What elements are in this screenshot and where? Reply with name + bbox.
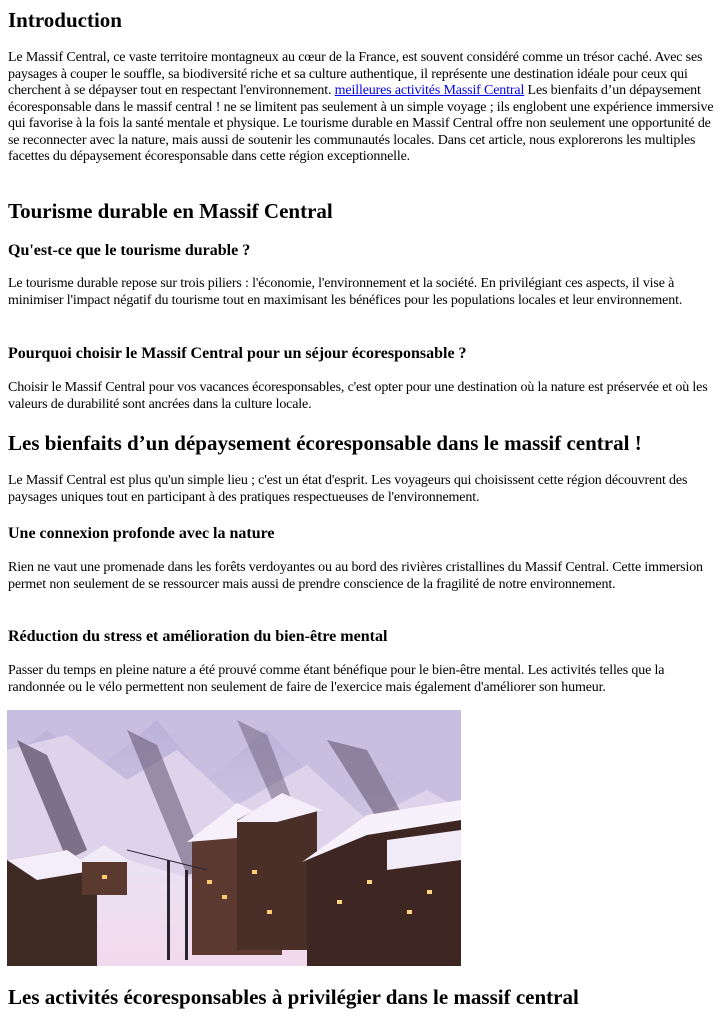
tourisme-heading: Tourisme durable en Massif Central — [8, 199, 333, 223]
intro-heading: Introduction — [8, 8, 122, 32]
connexion-heading: Une connexion profonde avec la nature — [8, 525, 275, 542]
stress-heading: Réduction du stress et amélioration du bien-être mental — [8, 628, 388, 645]
ski-resort-illustration — [7, 710, 461, 966]
intro-text-after: Les bienfaits d’un dépaysement écoresponsable dans le massif central ! ne se limitent pas seulement à un simple voyage ; ils englobent une expérience immersive qui favorise à la fois la santé mentale et physique. Le tourisme durable en Massif Central offre non seulement une opportunité de se reconnecter avec la nature, mais aussi de soutenir les communautés locales. Dans cet article, nous explorerons les multiples facettes du dépaysement écoresponsable dans cette région exceptionnelle. — [8, 83, 714, 164]
bienfaits-paragraph: Le Massif Central est plus qu'un simple lieu ; c'est un état d'esprit. Les voyageurs qui choisissent cette région découvrent des paysages uniques tout en participant à des pratiques respectueuses de l'environnement. — [8, 473, 688, 505]
bienfaits-heading: Les bienfaits d’un dépaysement écoresponsable dans le massif central ! — [8, 431, 642, 455]
connexion-paragraph: Rien ne vaut une promenade dans les forêts verdoyantes ou au bord des rivières cristallines du Massif Central. Cette immersion permet non seulement de se ressourcer mais aussi de prendre conscience de la fragilité de notre environnement. — [8, 560, 703, 592]
activites-link[interactable]: meilleures activités Massif Central — [334, 83, 525, 98]
q2-paragraph: Choisir le Massif Central pour vos vacances écoresponsables, c'est opter pour une destination où la nature est préservée et où les valeurs de durabilité sont ancrées dans la culture locale. — [8, 380, 708, 412]
q1-paragraph: Le tourisme durable repose sur trois piliers : l'économie, l'environnement et la société. En privilégiant ces aspects, il vise à minimiser l'impact négatif du tourisme tout en maximisant les bénéfices pour les populations locales et leur environnement. — [8, 276, 683, 308]
intro-paragraph — [8, 50, 714, 166]
activites-heading: Les activités écoresponsables à privilégier dans le massif central — [8, 985, 579, 1009]
ski-resort-photo — [7, 710, 461, 966]
q1-heading: Qu'est-ce que le tourisme durable ? — [8, 242, 251, 259]
q2-heading: Pourquoi choisir le Massif Central pour un séjour écoresponsable ? — [8, 345, 467, 362]
stress-paragraph: Passer du temps en pleine nature a été prouvé comme étant bénéfique pour le bien-être mental. Les activités telles que la randonnée ou le vélo permettent non seulement de faire de l'exercice mais également d'améliorer son humeur. — [8, 663, 665, 695]
intro-text-before: Le Massif Central, ce vaste territoire montagneux au cœur de la France, est souvent considéré comme un trésor caché. Avec ses paysages à couper le souffle, sa biodiversité riche et sa culture authentique, il représente une destination idéale pour ceux qui cherchent à se dépayser tout en respectant l'environnement. — [8, 50, 703, 98]
